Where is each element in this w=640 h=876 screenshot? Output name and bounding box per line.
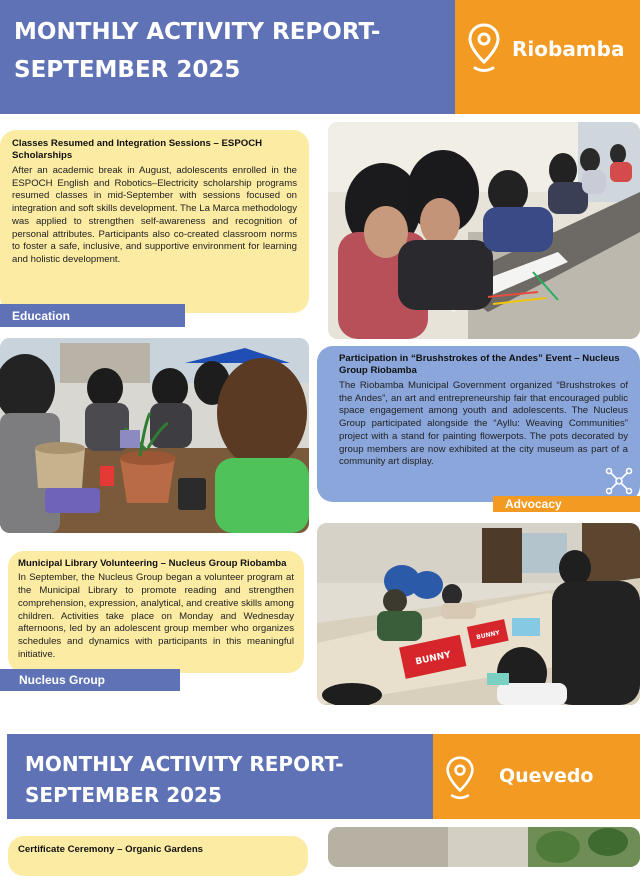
report-title [14,18,380,86]
education-body: After an academic break in August, adolescents enrolled in the ESPOCH English and Robotics–Electricity scholarship programs resumed classes in mid-September with sessions focused on integration and soft skills development. The La Marca methodology was applied to strengthen self-awareness and recognition of personal attributes. Participants also co-created classroom norms to foster a safe, inclusive, and supportive environment for learning and holistic development. [12,164,297,266]
report-header-banner [0,0,455,114]
nucleus-group-tag [0,669,180,691]
classroom-photo-art [328,122,640,339]
report-header-banner-2 [7,734,433,819]
box-label-left: BUNNY [414,650,452,668]
nucleus-group-title: Municipal Library Volunteering – Nucleus Group Riobamba [18,558,287,569]
organic-gardens-photo [328,827,640,867]
library-photo-art [317,523,640,705]
advocacy-title: Participation in “Brushstrokes of the Andes” Event – Nucleus Group Riobamba [339,353,620,377]
flowerpot-photo-art [0,338,309,533]
advocacy-card [317,346,640,502]
education-card [0,130,309,313]
report-title-2-line2: SEPTEMBER 2025 [25,783,222,807]
advocacy-body: The Riobamba Municipal Government organized “Brushstrokes of the Andes”, an art and entrepreneurship fair that encouraged public space engagement among youth and adolescents. The Nucleus Group participated alongside the “Ayllu: Weaving Communities” project with a stand for painting flowerpots. The pots decorated by group members are now exhibited at the city museum as part of a community art display. [339,379,628,468]
report-title-2-line1: MONTHLY ACTIVITY REPORT- [25,752,344,776]
location-pin-icon [445,754,475,802]
organic-gardens-photo-art [328,827,640,867]
education-tag [0,304,185,327]
education-tag-label: Education [12,308,71,323]
network-icon [603,465,635,497]
flowerpot-painting-photo [0,338,309,533]
classroom-photo [328,122,640,339]
city-banner [455,0,640,114]
report-title-line1: MONTHLY ACTIVITY REPORT- [14,19,381,45]
city-name-2: Quevedo [499,765,594,787]
nucleus-group-tag-label: Nucleus Group [19,673,106,687]
education-title: Classes Resumed and Integration Sessions – ESPOCH Scholarships [12,138,263,162]
report-title-2 [25,752,344,808]
nucleus-group-card [8,551,304,673]
organic-gardens-card [8,836,308,876]
nucleus-group-body: In September, the Nucleus Group began a volunteer program at the Municipal Library to promote reading and strengthen comprehension, expression, analytical, and creative skills among children. Activities take place on Monday and Wednesday afternoons, led by an adolescent group member who organizes schedules and dynamics with participants in this meaningful initiative. [18,572,294,660]
advocacy-tag-label: Advocacy [505,497,562,511]
location-pin-icon [467,22,501,74]
city-name: Riobamba [512,37,625,61]
advocacy-tag [493,496,640,512]
city-banner-2 [433,734,640,819]
library-photo [317,523,640,705]
report-title-line2: SEPTEMBER 2025 [14,56,241,83]
organic-gardens-title: Certificate Ceremony – Organic Gardens [18,844,204,855]
box-label-right: BUNNY [475,629,501,642]
